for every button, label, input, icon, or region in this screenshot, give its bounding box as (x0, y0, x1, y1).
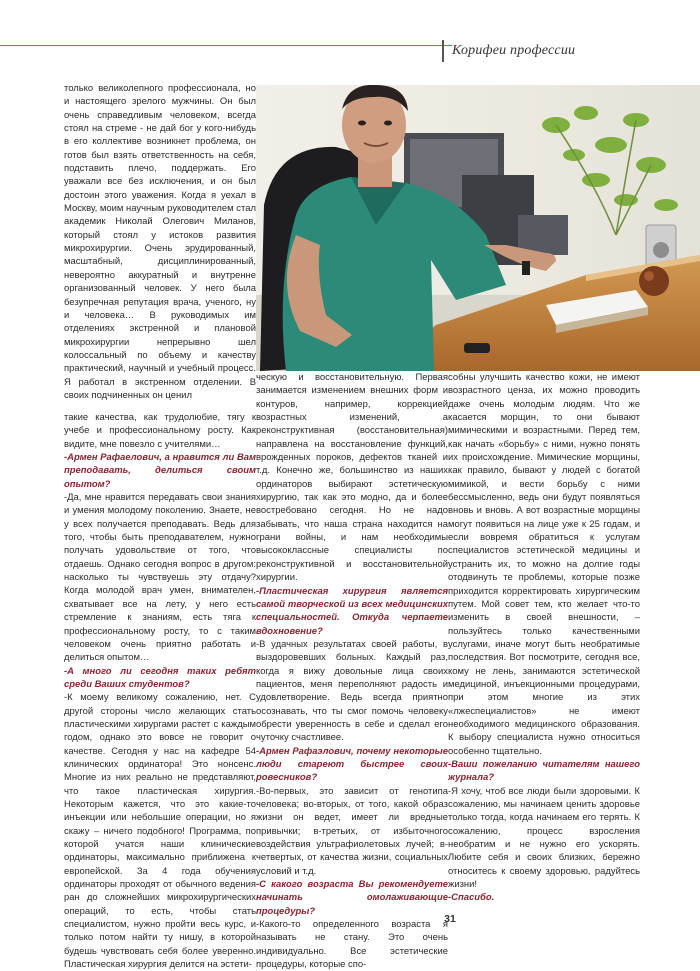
body-paragraph: -Я хочу, чтоб все люди были здоровыми. К сожалению, мы начинаем ценить здоровье только тогда, когда начинаем его терять. К сожалению, процесс взросления необратим и не нужно его ускорять. Любите себя и своих близких, бережно относитесь к своему здоровью, радуйтесь жизни! (448, 785, 640, 891)
question-paragraph: -Армен Рафаэлович, почему некоторые люди стареют быстрее своих ровесников? (256, 745, 448, 784)
body-paragraph: только великолепного профессионала, но и настоящего зрелого мужчины. Он был очень справедливым человеком, всегда стоял на стреме - не дай бог у кого-нибудь в его коллективе возникнет проблема, он готов был взять ответственность на себя, подставить плечо, поддержать. Его уважали все без исключения, и он был достоин этого уважения. Когда я уехал в Москву, моим научным руководителем стал академик Николай Олегович Миланов, который стоял у истоков развития микрохирургии. Очень эрудированный, масштабный, дисциплинированный, невероятно аккуратный и внутренне организованный человек. У него была безупречная репутация врача, ученого, ну и человека… В руководимых им отделениях экстренной и плановой микрохирургии непрерывно шел колоссальный по объему и качеству практический, научный и учебный процесс. Я работал в экстренном отделении. В своих подчиненных он ценил (64, 83, 256, 401)
section-title: Корифеи профессии (452, 43, 576, 58)
question-paragraph: -Спасибо. (448, 892, 495, 904)
header-divider (442, 40, 444, 62)
portrait-photo (256, 85, 700, 371)
question-paragraph: -Армен Рафаелович, а нравится ли Вам преподавать, делиться своим опытом? (64, 452, 256, 490)
question-paragraph: -Пластическая хирургия является самой творческой из всех медицинских специальностей. Откуда черпаете вдохновение? (256, 585, 448, 637)
column-1-bottom (64, 411, 256, 971)
body-paragraph: -В удачных результатах своей работы, в выздоровевших больных. Каждый раз, когда я вижу довольные лица своих пациентов, меня переполняют радость и удовлетворение. Ведь всегда приятно осознавать, что ты смог помочь человеку обрести уверенность в себе и сделал его чуточку счастливее. (256, 638, 448, 744)
question-paragraph: -А много ли сегодня таких ребят среди Ваших студентов? (64, 665, 256, 690)
body-paragraph: -Какого-то определенного возраста я называть не стану. Это очень индивидуально. Все эстетические процедуры, которые спо- (256, 919, 448, 971)
body-paragraph: ческую и восстановительную. Первая занимается изменением внешних форм и контуров, например, коррекцией возрастных изменений, а реконструктивная (восстановительная) направлена на восстановление функций, врожденных пороков, дефектов тканей и т.д. Конечно же, большинство из наших ординаторов выбирают эстетическую хирургию, так как это модно, да и более востребовано сегодня. Но не надо забывать, что наша страна находится на грани войны, и нам необходимы высококлассные специалисты по реконструктивной и восстановительной хирургии. (256, 372, 448, 584)
column-1-top (64, 82, 256, 402)
body-paragraph: -Во-первых, это зависит от генотипа человека; во-вторых, от того, какой образ жизни он ведет, имеет ли вредные привычки; в-третьих, от избыточного воздействия ультрафиолетовых лучей; в-четвертых, от качества жизни, социальных условий и т.д. (256, 785, 448, 877)
header-rule (0, 45, 452, 46)
column-3 (448, 371, 640, 905)
question-paragraph: -Ваши пожеланию читателям нашего журнала? (448, 758, 640, 784)
body-paragraph: -К моему великому сожалению, нет. С другой стороны число желающих стать пластическими хирургами растет с каждым годом, однако это вовсе не говорит о качестве. Сегодня у нас на кафедре 54 клинических ординатора! Это нонсенс. Многие из них реально не представляют, что такое пластическая хирургия. Некоторым кажется, что это какие-то инъекции или небольшие операции, но я скажу – ничего подобного! Программа, по которой учатся наши клинические ординаторы, максимально приближена к европейской. За 4 года обучения ординаторы проходят от обычного ведения ран до сложнейших микрохирургических операций, то есть, чтобы стать специалистом, нужно пройти весь курс, и только потом найти ту нишу, в которой будешь чувствовать себя более уверенно. Пластическая хирургия делится на эстети- (64, 692, 256, 971)
body-paragraph: -Да, мне нравится передавать свои знания и умения молодому поколению. Знаете, не у всех получается преподавать. Ведь для того, чтобы быть преподавателем, нужно получать удовольствие от того, что отдаешь. Однако сегодня вопрос в другом: насколько ты чувствуешь эту отдачу? Когда молодой врач умен, внимателен, схватывает все на лету, у него есть стремление к знаниям, есть тяга к профессиональному росту, то с таким человеком очень приятно работать и делиться опытом… (64, 492, 256, 664)
question-paragraph: -С какого возраста Вы рекомендуете начинать омолаживающие процедуры? (256, 879, 448, 917)
column-2 (256, 371, 448, 971)
body-paragraph: такие качества, как трудолюбие, тягу к учебе и профессиональному росту. Как видите, мне повезло с учителями… (64, 412, 256, 450)
portrait-photo-icon (256, 85, 700, 371)
body-paragraph: собны улучшить качество кожи, не имеют возрастного ценза, их можно проводить даже очень молодым людям. Что же касается морщин, то они бывают мимическими и возрастными. Перед тем, как начать «борьбу» с ними, нужно понять их происхождение. Мимические морщины, как правило, бывают у людей с богатой мимикой, и вести борьбу с ними бессмысленно, ведь они будут появляться вновь и вновь. А вот возрастные морщины могут появиться на лице уже к 25 годам, и если вовремя обратиться к услугам специалистов эстетической медицины и устранить их, то можно на долгие годы отодвинуть те проблемы, которые позже приходится корректировать хирургическим путем. Мой совет тем, кто желает что-то изменить в своей внешности, – пользуйтесь только качественными услугами, иначе могут быть необратимые последствия. Вот посмотрите, сегодня все, кому не лень, занимаются эстетической медициной, инъекционными процедурами, при этом многие из этих «лжеспециалистов» не имеют необходимого медицинского образования. К выбору специалиста нужно относиться особенно тщательно. (448, 372, 640, 757)
page-number: 31 (444, 913, 456, 925)
